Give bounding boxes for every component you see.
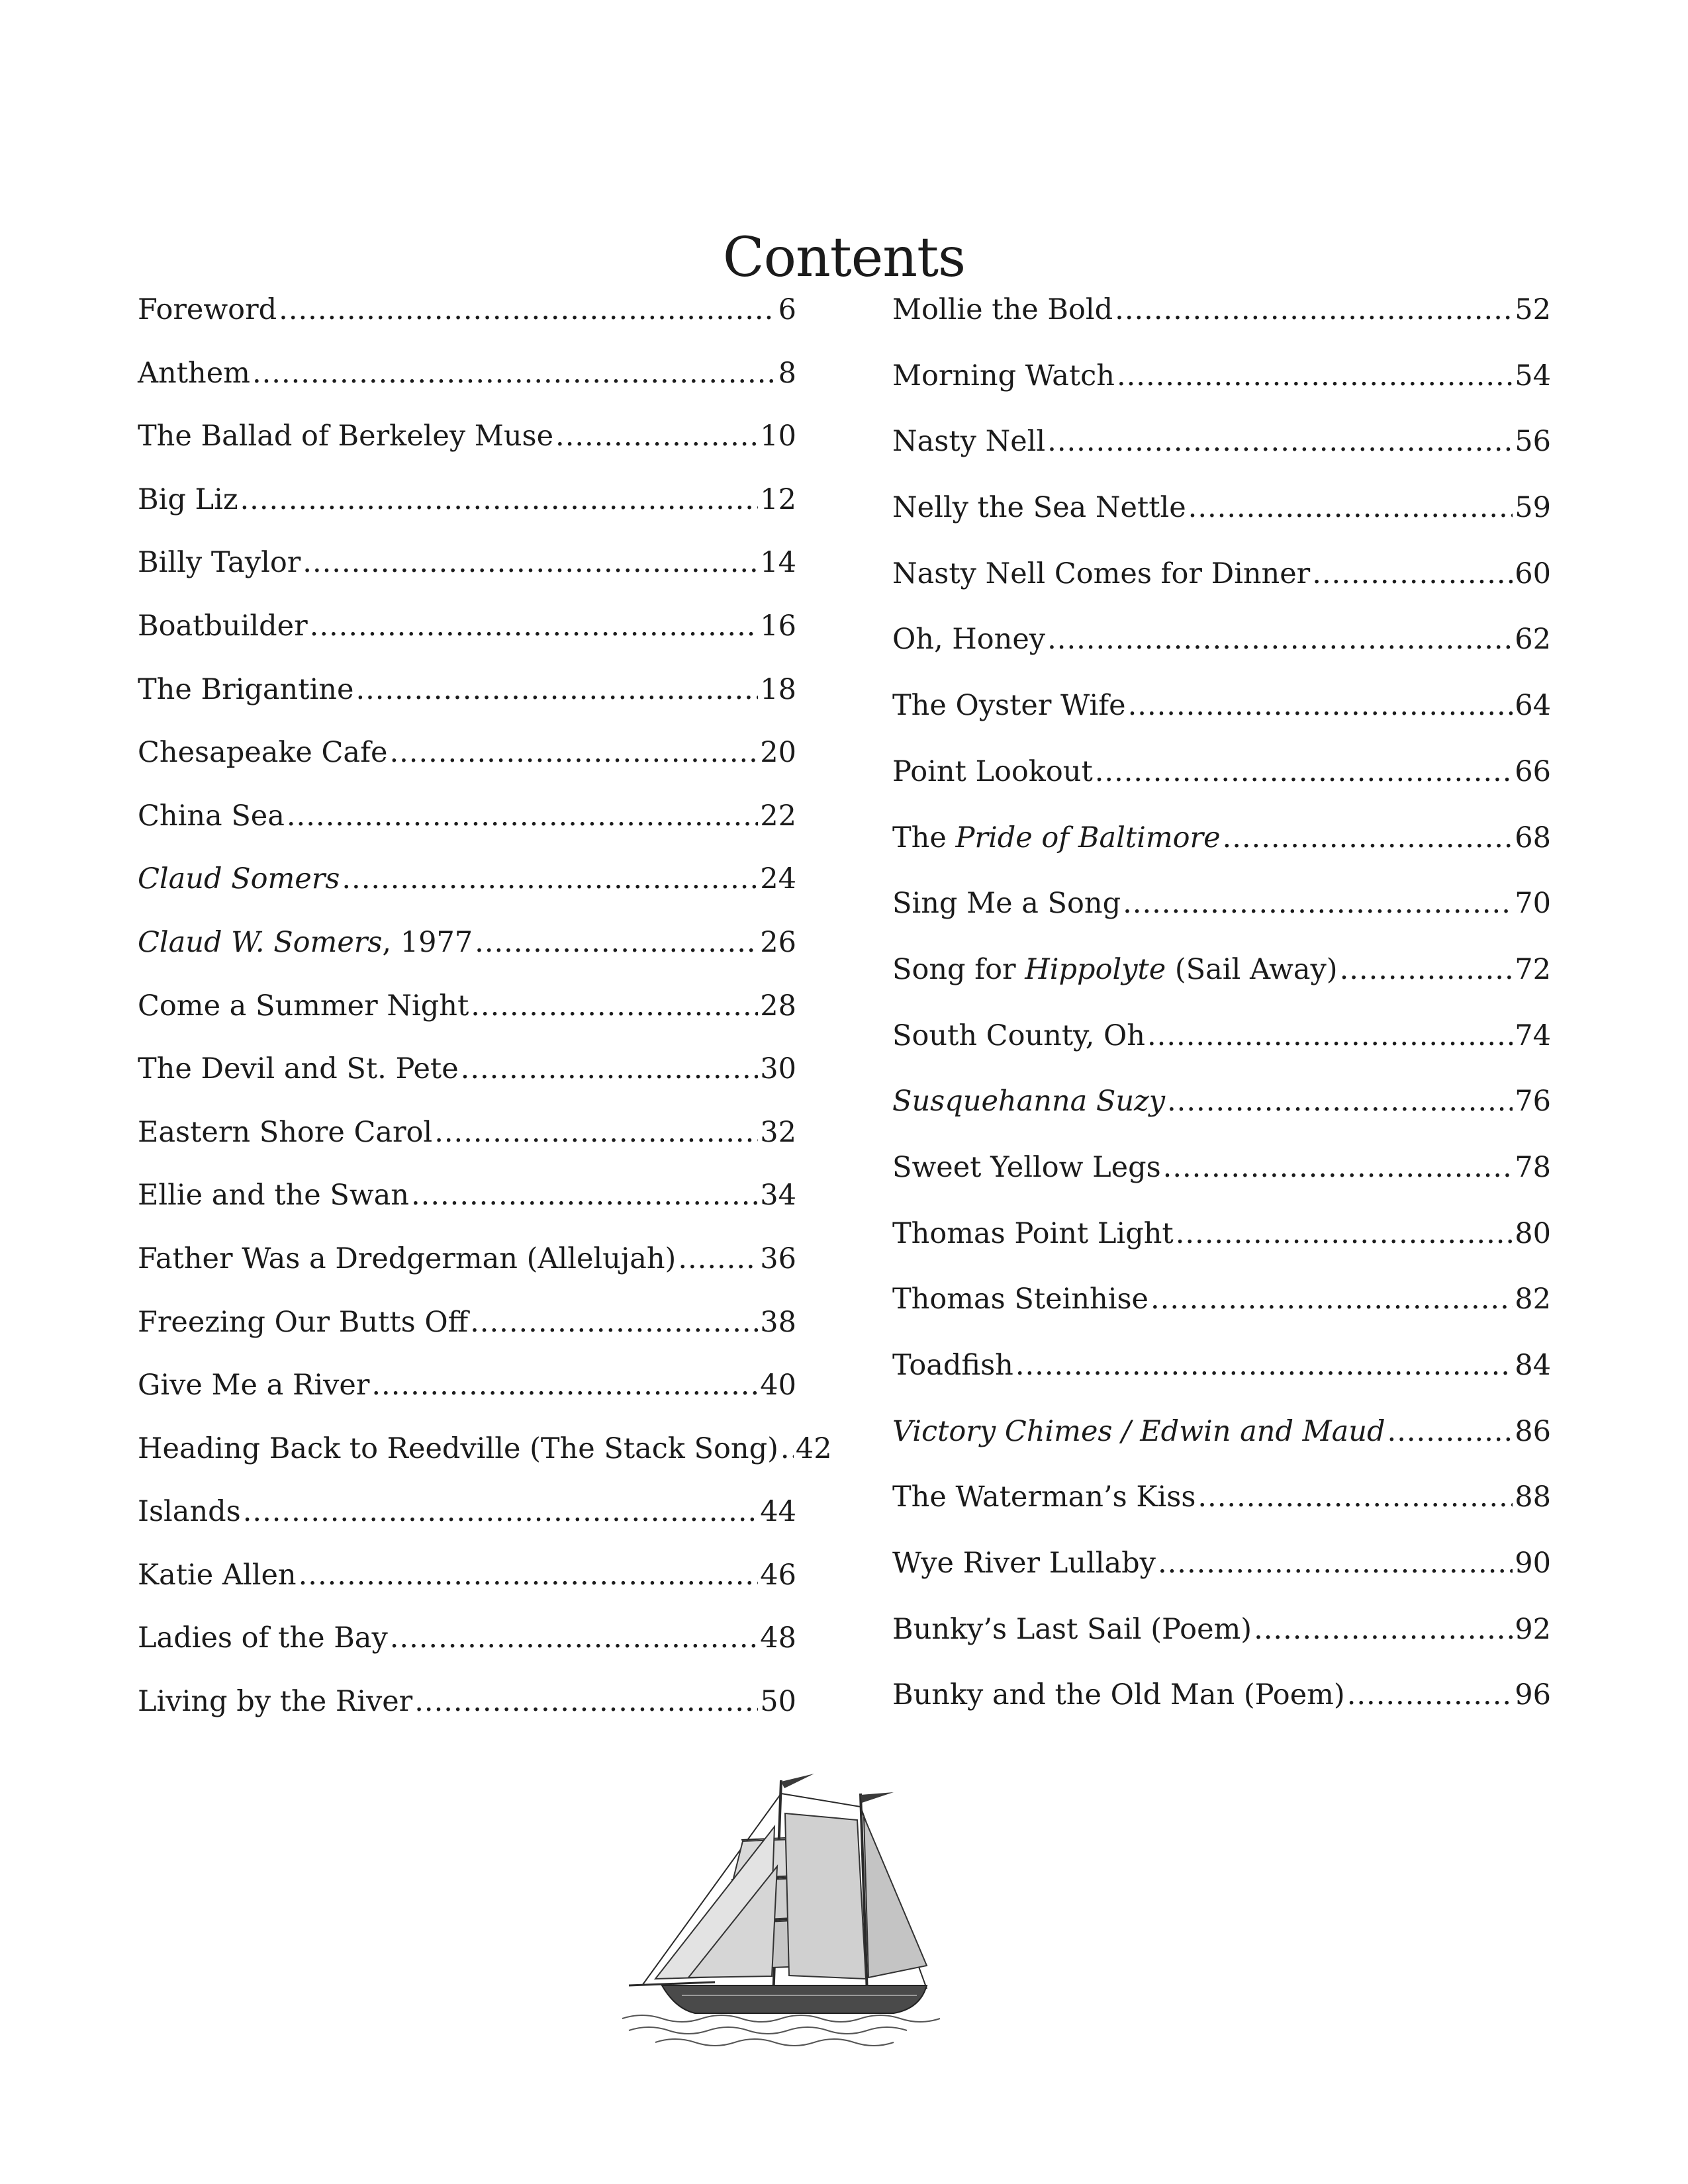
toc-page-number: 72 [1515, 952, 1551, 986]
toc-entry-title: Nasty Nell Comes for Dinner [892, 557, 1311, 590]
toc-entry-title: The Pride of Baltimore [892, 821, 1221, 854]
toc-page-number: 10 [760, 420, 796, 453]
toc-entry [138, 1367, 796, 1430]
toc-page-number: 40 [760, 1369, 796, 1402]
toc-entry [892, 1215, 1551, 1281]
toc-page-number: 22 [760, 799, 796, 833]
toc-dot-leader [1254, 1611, 1513, 1648]
toc-dot-leader [678, 1240, 758, 1277]
toc-entry [138, 860, 796, 924]
toc-dot-leader [470, 1304, 758, 1341]
toc-page-number: 42 [795, 1432, 832, 1465]
toc-dot-leader [1197, 1479, 1513, 1516]
toc-entry-title: Bunky and the Old Man (Poem) [892, 1678, 1345, 1712]
toc-entry-title: Islands [138, 1495, 241, 1529]
toc-entry-title: Foreword [138, 293, 277, 326]
toc-page-number: 30 [760, 1052, 796, 1086]
toc-entry [138, 987, 796, 1051]
toc-dot-leader [411, 1177, 758, 1214]
toc-entry [138, 1304, 796, 1367]
toc-entry-title: Living by the River [138, 1685, 413, 1719]
toc-dot-leader [1188, 489, 1513, 526]
toc-dot-leader [243, 1493, 759, 1530]
toc-page-number: 20 [760, 736, 796, 770]
toc-dot-leader [475, 924, 758, 961]
toc-entry-title: Nasty Nell [892, 425, 1046, 459]
toc-page-number: 34 [760, 1179, 796, 1212]
toc-entry [138, 291, 796, 355]
toc-page-number: 68 [1515, 821, 1551, 854]
toc-dot-leader [414, 1683, 758, 1720]
toc-page-number: 36 [760, 1242, 796, 1275]
toc-dot-leader [471, 987, 758, 1024]
toc-entry [892, 555, 1551, 621]
toc-entry-title: The Brigantine [138, 672, 354, 706]
toc-entry [892, 489, 1551, 555]
toc-entry-title: The Ballad of Berkeley Muse [138, 420, 554, 453]
toc-entry [138, 1557, 796, 1620]
toc-entry-title: Victory Chimes / Edwin and Maud [892, 1414, 1385, 1448]
toc-dot-leader [252, 355, 776, 392]
toc-dot-leader [1117, 357, 1513, 394]
toc-entry-title: Susquehanna Suzy [892, 1085, 1166, 1118]
toc-entry [892, 687, 1551, 753]
toc-dot-leader [780, 1430, 794, 1467]
toc-page-number: 78 [1515, 1150, 1551, 1184]
toc-page-number: 59 [1515, 491, 1551, 525]
toc-page-number: 8 [778, 356, 796, 390]
toc-entry-title: The Devil and St. Pete [138, 1052, 459, 1086]
toc-entry [138, 544, 796, 608]
toc-dot-leader [371, 1367, 758, 1404]
toc-page-number: 38 [760, 1305, 796, 1339]
toc-entry-title: Thomas Steinhise [892, 1283, 1149, 1316]
schooner-ship-icon [616, 1767, 947, 2058]
toc-entry [138, 1114, 796, 1177]
toc-page-number: 86 [1515, 1414, 1551, 1448]
toc-entry [138, 418, 796, 481]
toc-entry-title: Claud W. Somers, 1977 [138, 925, 473, 959]
toc-entry [138, 481, 796, 545]
toc-entry [892, 885, 1551, 951]
toc-dot-leader [434, 1114, 758, 1151]
toc-entry [892, 1611, 1551, 1677]
toc-entry-title: Wye River Lullaby [892, 1547, 1156, 1580]
toc-page-number: 26 [760, 925, 796, 959]
toc-entry-title: Mollie the Bold [892, 293, 1113, 326]
toc-entry [138, 671, 796, 735]
toc-entry-title: Morning Watch [892, 359, 1115, 392]
toc-entry-title: Ladies of the Bay [138, 1621, 388, 1655]
toc-entry-title: The Oyster Wife [892, 689, 1126, 723]
toc-right-column [892, 291, 1551, 1743]
toc-page-number: 24 [760, 862, 796, 896]
toc-dot-leader [390, 1619, 759, 1657]
toc-page-number: 6 [778, 293, 796, 326]
toc-dot-leader [287, 797, 758, 835]
toc-entry [892, 1347, 1551, 1413]
toc-page-number: 74 [1515, 1019, 1551, 1052]
toc-page-number: 92 [1515, 1612, 1551, 1646]
toc-entry-title: Give Me a River [138, 1369, 370, 1402]
toc-entry [892, 819, 1551, 886]
toc-page-number: 52 [1515, 293, 1551, 326]
toc-entry [138, 1683, 796, 1747]
toc-page-number: 90 [1515, 1547, 1551, 1580]
toc-entry-title: Ellie and the Swan [138, 1179, 409, 1212]
toc-page-number: 64 [1515, 689, 1551, 723]
toc-page-number: 14 [760, 546, 796, 580]
toc-dot-leader [1047, 423, 1513, 460]
toc-entry-title: Oh, Honey [892, 623, 1046, 657]
toc-dot-leader [1158, 1545, 1513, 1582]
toc-entry-title: Toadfish [892, 1349, 1013, 1382]
toc-page-number: 96 [1515, 1678, 1551, 1712]
toc-dot-leader [461, 1050, 759, 1087]
toc-page-number: 28 [760, 989, 796, 1023]
toc-entry [892, 1083, 1551, 1149]
toc-entry [892, 1545, 1551, 1611]
toc-page-number: 60 [1515, 557, 1551, 590]
toc-entry-title: China Sea [138, 799, 285, 833]
toc-dot-leader [1167, 1083, 1513, 1120]
toc-entry-title: Chesapeake Cafe [138, 736, 388, 770]
toc-dot-leader [1176, 1215, 1513, 1252]
toc-entry-title: Freezing Our Butts Off [138, 1305, 469, 1339]
toc-entry [138, 1240, 796, 1304]
toc-entry [138, 1430, 832, 1494]
toc-dot-leader [1147, 1017, 1513, 1054]
toc-dot-leader [355, 671, 758, 708]
toc-page-number: 82 [1515, 1283, 1551, 1316]
toc-page-number: 88 [1515, 1480, 1551, 1514]
toc-dot-leader [1223, 819, 1513, 856]
toc-page-number: 66 [1515, 754, 1551, 788]
toc-dot-leader [299, 1557, 759, 1594]
toc-dot-leader [1347, 1676, 1513, 1713]
toc-dot-leader [555, 418, 758, 455]
toc-page-number: 70 [1515, 887, 1551, 921]
toc-page-number: 54 [1515, 359, 1551, 392]
toc-entry [892, 951, 1551, 1017]
toc-entry-title: Point Lookout [892, 754, 1093, 788]
toc-left-column [138, 291, 832, 1747]
toc-page-number: 44 [760, 1495, 796, 1529]
toc-page-number: 76 [1515, 1085, 1551, 1118]
toc-entry-title: Eastern Shore Carol [138, 1115, 433, 1149]
toc-entry [892, 357, 1551, 424]
toc-entry-title: The Waterman’s Kiss [892, 1480, 1196, 1514]
toc-entry-title: Song for Hippolyte (Sail Away) [892, 952, 1338, 986]
toc-page-number: 56 [1515, 425, 1551, 459]
toc-dot-leader [240, 481, 759, 518]
toc-page-number: 84 [1515, 1349, 1551, 1382]
toc-entry-title: Anthem [138, 356, 250, 390]
toc-dot-leader [1015, 1347, 1513, 1384]
toc-entry [138, 608, 796, 671]
toc-entry [138, 1493, 796, 1557]
toc-dot-leader [389, 734, 758, 771]
toc-page-number: 16 [760, 609, 796, 643]
toc-entry-title: Heading Back to Reedville (The Stack Song) [138, 1432, 778, 1465]
toc-entry-title: Bunky’s Last Sail (Poem) [892, 1612, 1252, 1646]
toc-page-number: 62 [1515, 623, 1551, 657]
toc-page-number: 48 [760, 1621, 796, 1655]
toc-entry-title: Billy Taylor [138, 546, 301, 580]
toc-dot-leader [279, 291, 776, 328]
toc-page-number: 50 [760, 1685, 796, 1719]
toc-dot-leader [1128, 687, 1513, 724]
toc-entry [892, 1479, 1551, 1545]
toc-dot-leader [1115, 291, 1513, 328]
toc-entry-title: Come a Summer Night [138, 989, 469, 1023]
toc-entry-title: Nelly the Sea Nettle [892, 491, 1186, 525]
toc-entry [138, 734, 796, 797]
toc-entry [892, 1281, 1551, 1347]
toc-entry [892, 1149, 1551, 1215]
toc-dot-leader [310, 608, 759, 645]
toc-dot-leader [303, 544, 758, 581]
toc-entry-title: Claud Somers [138, 862, 340, 896]
toc-entry [892, 1413, 1551, 1479]
toc-entry-title: Katie Allen [138, 1558, 297, 1592]
toc-page-number: 80 [1515, 1216, 1551, 1250]
toc-entry [138, 355, 796, 418]
toc-dot-leader [1047, 621, 1513, 658]
toc-entry [138, 797, 796, 861]
toc-page-number: 12 [760, 482, 796, 516]
toc-entry [138, 924, 796, 987]
toc-page-number: 32 [760, 1115, 796, 1149]
toc-entry-title: South County, Oh [892, 1019, 1146, 1052]
toc-dot-leader [1340, 951, 1513, 988]
toc-dot-leader [1387, 1413, 1513, 1450]
toc-dot-leader [1163, 1149, 1513, 1186]
toc-entry [138, 1619, 796, 1683]
toc-entry [892, 621, 1551, 687]
toc-entry [892, 1676, 1551, 1743]
toc-page-number: 18 [760, 672, 796, 706]
toc-dot-leader [1150, 1281, 1513, 1318]
toc-entry-title: Sing Me a Song [892, 887, 1121, 921]
toc-entry [892, 291, 1551, 357]
page-title: Contents [722, 226, 966, 289]
toc-entry-title: Thomas Point Light [892, 1216, 1174, 1250]
toc-entry [892, 423, 1551, 489]
toc-entry-title: Sweet Yellow Legs [892, 1150, 1161, 1184]
toc-entry-title: Father Was a Dredgerman (Allelujah) [138, 1242, 677, 1275]
toc-entry-title: Big Liz [138, 482, 238, 516]
toc-page-number: 46 [760, 1558, 796, 1592]
toc-dot-leader [342, 860, 758, 897]
toc-dot-leader [1123, 885, 1513, 922]
toc-dot-leader [1312, 555, 1513, 592]
toc-entry [138, 1177, 796, 1240]
toc-entry [138, 1050, 796, 1114]
toc-entry [892, 753, 1551, 819]
toc-dot-leader [1095, 753, 1513, 790]
toc-entry [892, 1017, 1551, 1083]
toc-entry-title: Boatbuilder [138, 609, 308, 643]
